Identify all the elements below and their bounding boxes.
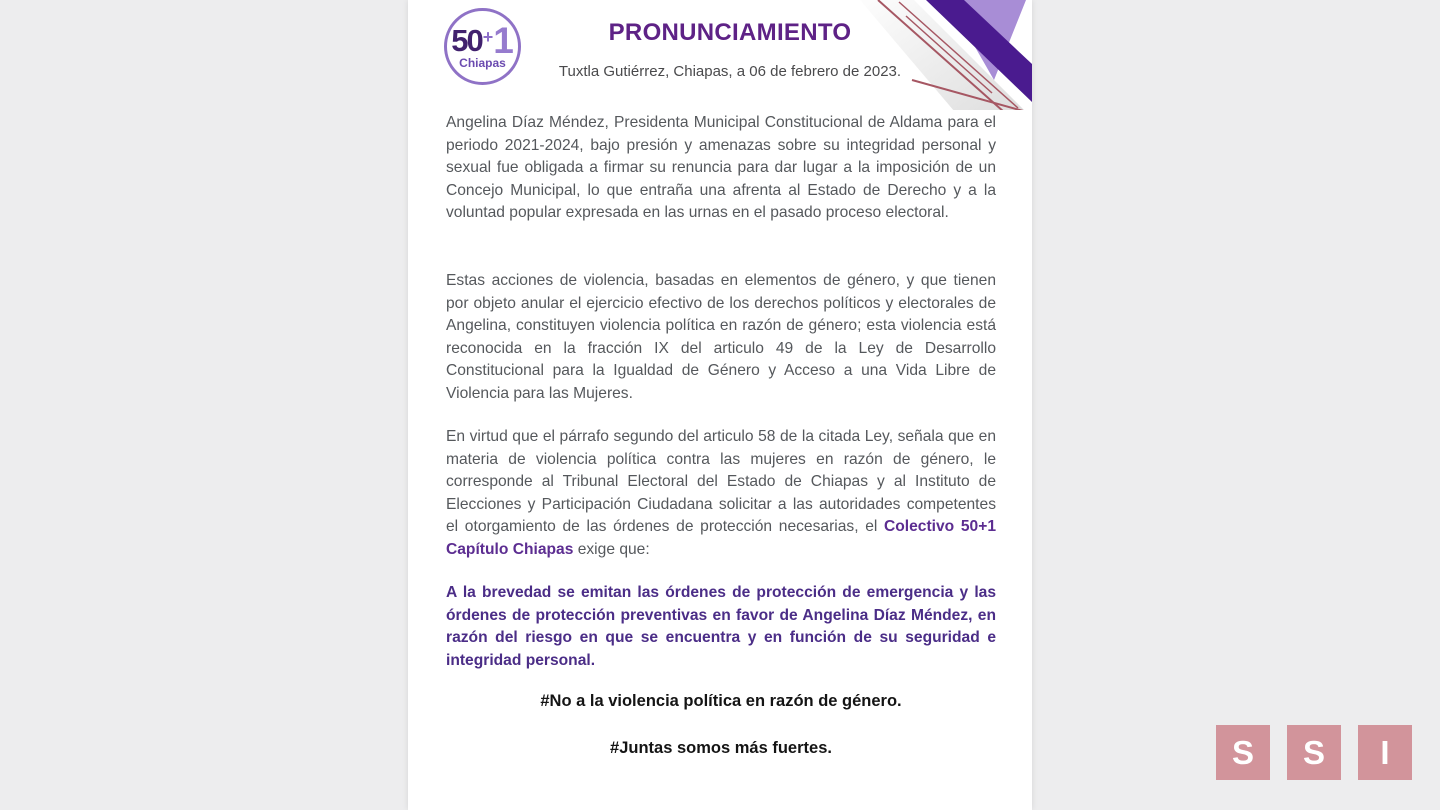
- logo-number-50: 50: [451, 22, 482, 58]
- hashtag-line-2: #Juntas somos más fuertes.: [610, 739, 832, 757]
- paragraph-2: Estas acciones de violencia, basadas en elementos de género, y que tienen por objeto anular el ejercicio efectivo de los derechos políticos y electorales de Angelina, constituyen violencia política en razón de género; esta violencia está reconocida en la fracción IX del articulo 49 de la Ley de Desarrollo Constitucional para la Igualdad de Género y Acceso a una Vida Libre de Violencia para las Mujeres.: [446, 272, 996, 402]
- hashtag-line-1: #No a la violencia política en razón de género.: [540, 692, 902, 710]
- paragraph-1: Angelina Díaz Méndez, Presidenta Municipal Constitucional de Aldama para el periodo 2021-2024, bajo presión y amenazas sobre su integridad personal y sexual fue obligada a firmar su renuncia para dar lugar a la imposición de un Concejo Municipal, lo que entraña una afrenta al Estado de Derecho y a la voluntad popular expresada en las urnas en el pasado proceso electoral.: [446, 114, 996, 221]
- logo-region-label: Chiapas: [459, 55, 506, 70]
- paragraph-3: [446, 426, 996, 561]
- ssi-letter-i: I: [1358, 725, 1412, 780]
- document-title: PRONUNCIAMIENTO: [608, 19, 852, 46]
- document-page: [408, 0, 1032, 810]
- paragraph-3-text-before: En virtud que el párrafo segundo del articulo 58 de la citada Ley, señala que en materia de violencia política contra las mujeres en razón de género, le corresponde al Tribunal Electoral del Estado de Chiapas y al Instituto de Elecciones y Participación Ciudadana solicitar a las autoridades competentes el otorgamiento de las órdenes de protección necesarias, el: [446, 428, 996, 535]
- logo-number-1: 1: [493, 20, 514, 62]
- paragraph-3-text-after: exige que:: [573, 540, 650, 558]
- ssi-watermark: [1216, 725, 1412, 780]
- corner-ribbon-icon: [842, 0, 1032, 110]
- logo-plus-sign: +: [482, 27, 494, 48]
- document-dateline: Tuxtla Gutiérrez, Chiapas, a 06 de febrero de 2023.: [558, 63, 902, 80]
- demand-paragraph: A la brevedad se emitan las órdenes de protección de emergencia y las órdenes de protección preventivas en favor de Angelina Díaz Méndez, en razón del riesgo en que se encuentra y en función de su seguridad e integridad personal.: [446, 584, 996, 669]
- ssi-letter-s1: S: [1216, 725, 1270, 780]
- ssi-letter-s2: S: [1287, 725, 1341, 780]
- colectivo-name-highlight: Colectivo 50+1 Capítulo Chiapas: [446, 518, 996, 558]
